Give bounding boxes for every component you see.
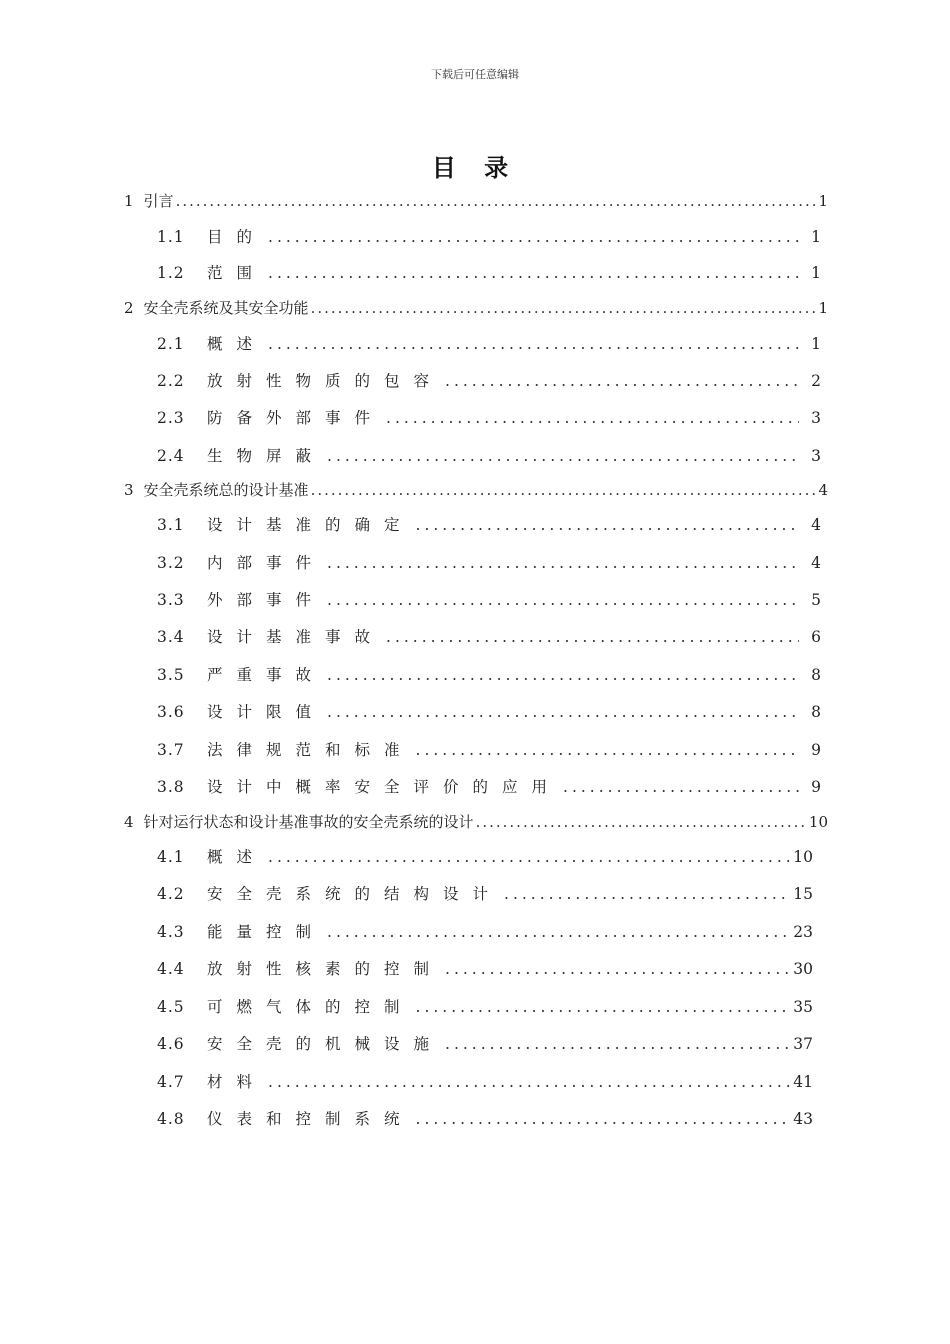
toc-section-entry[interactable]	[157, 957, 813, 979]
toc-entry-title: 安全壳的机械设施	[207, 1035, 444, 1053]
toc-entry-title: 放射性核素的控制	[207, 960, 444, 978]
toc-entry-number: 3.3	[157, 591, 185, 609]
toc-entry-title: 材料	[207, 1073, 267, 1091]
toc-dot-leader	[268, 335, 799, 353]
toc-dot-leader	[327, 923, 791, 941]
toc-dot-leader	[563, 778, 799, 796]
toc-entry-page: 9	[811, 741, 821, 759]
toc-entry-number: 3.4	[157, 628, 185, 646]
toc-entry-number: 4	[124, 813, 134, 831]
toc-section-entry[interactable]	[157, 1107, 813, 1129]
toc-dot-leader	[327, 591, 799, 609]
toc-entry-number: 3.6	[157, 703, 185, 721]
toc-entry-title: 概述	[207, 335, 267, 353]
toc-section-entry[interactable]	[157, 700, 821, 722]
toc-section-entry[interactable]	[157, 920, 813, 942]
toc-entry-number: 2.4	[157, 447, 185, 465]
toc-entry-page: 41	[793, 1073, 813, 1091]
toc-entry-page: 10	[793, 848, 813, 866]
toc-entry-number: 4.7	[157, 1073, 185, 1091]
toc-entry-page: 30	[793, 960, 813, 978]
toc-entry-title: 法律规范和标准	[207, 741, 414, 759]
toc-section-entry[interactable]	[157, 261, 821, 283]
toc-section-entry[interactable]	[157, 551, 821, 573]
toc-entry-page: 9	[811, 778, 821, 796]
toc-entry-number: 4.2	[157, 885, 185, 903]
toc-dot-leader	[416, 998, 791, 1016]
toc-dot-leader	[386, 628, 799, 646]
toc-chapter-entry[interactable]	[124, 479, 828, 500]
toc-entry-page: 3	[811, 447, 821, 465]
toc-entry-page: 35	[793, 998, 813, 1016]
toc-entry-number: 2.3	[157, 409, 185, 427]
toc-entry-page: 4	[818, 481, 828, 499]
toc-section-entry[interactable]	[157, 845, 813, 867]
toc-section-entry[interactable]	[157, 995, 813, 1017]
toc-entry-page: 23	[793, 923, 813, 941]
toc-dot-leader	[327, 666, 799, 684]
toc-entry-title: 设计中概率安全评价的应用	[207, 778, 562, 796]
toc-dot-leader	[476, 813, 807, 831]
toc-entry-page: 43	[793, 1110, 813, 1128]
toc-dot-leader	[445, 1035, 791, 1053]
toc-section-entry[interactable]	[157, 775, 821, 797]
toc-entry-title: 针对运行状态和设计基准事故的安全壳系统的设计	[143, 813, 474, 831]
toc-dot-leader	[386, 409, 799, 427]
toc-entry-title: 外部事件	[207, 591, 326, 609]
toc-section-entry[interactable]	[157, 625, 821, 647]
toc-section-entry[interactable]	[157, 1070, 813, 1092]
toc-entry-page: 1	[811, 335, 821, 353]
toc-entry-title: 设计基准事故	[207, 628, 385, 646]
toc-entry-title: 范围	[207, 264, 267, 282]
toc-entry-title: 生物屏蔽	[207, 447, 326, 465]
toc-dot-leader	[416, 1110, 791, 1128]
toc-entry-page: 15	[793, 885, 813, 903]
download-note: 下载后可任意编辑	[431, 68, 519, 81]
toc-dot-leader	[268, 1073, 791, 1091]
toc-entry-title: 防备外部事件	[207, 409, 385, 427]
toc-dot-leader	[416, 741, 799, 759]
toc-dot-leader	[176, 192, 817, 210]
toc-entry-page: 4	[811, 516, 821, 534]
toc-section-entry[interactable]	[157, 1032, 813, 1054]
toc-entry-page: 5	[811, 591, 821, 609]
toc-entry-title: 设计限值	[207, 703, 326, 721]
toc-dot-leader	[327, 703, 799, 721]
toc-entry-number: 1.2	[157, 264, 185, 282]
toc-section-entry[interactable]	[157, 738, 821, 760]
toc-section-entry[interactable]	[157, 882, 813, 904]
toc-section-entry[interactable]	[157, 369, 821, 391]
toc-entry-number: 3.5	[157, 666, 185, 684]
toc-entry-page: 3	[811, 409, 821, 427]
toc-entry-title: 安全壳系统的结构设计	[207, 885, 503, 903]
toc-dot-leader	[445, 372, 799, 390]
toc-entry-number: 4.6	[157, 1035, 185, 1053]
toc-entry-title: 概述	[207, 848, 267, 866]
toc-entry-page: 2	[811, 372, 821, 390]
toc-section-entry[interactable]	[157, 332, 821, 354]
toc-entry-page: 1	[818, 299, 828, 317]
toc-entry-number: 3.2	[157, 554, 185, 572]
toc-dot-leader	[445, 960, 791, 978]
toc-entry-page: 8	[811, 703, 821, 721]
toc-dot-leader	[504, 885, 791, 903]
toc-dot-leader	[327, 554, 799, 572]
toc-entry-page: 10	[808, 813, 828, 831]
toc-entry-number: 2.2	[157, 372, 185, 390]
toc-entry-number: 3.8	[157, 778, 185, 796]
toc-entry-page: 4	[811, 554, 821, 572]
toc-entry-title: 可燃气体的控制	[207, 998, 414, 1016]
toc-entry-title: 安全壳系统及其安全功能	[143, 299, 309, 317]
toc-dot-leader	[416, 516, 799, 534]
toc-section-entry[interactable]	[157, 444, 821, 466]
toc-entry-title: 内部事件	[207, 554, 326, 572]
toc-section-entry[interactable]	[157, 406, 821, 428]
toc-chapter-entry[interactable]	[124, 811, 828, 832]
toc-entry-title: 放射性物质的包容	[207, 372, 444, 390]
toc-entry-title: 设计基准的确定	[207, 516, 414, 534]
toc-dot-leader	[268, 848, 791, 866]
toc-section-entry[interactable]	[157, 663, 821, 685]
toc-entry-number: 2.1	[157, 335, 185, 353]
toc-entry-number: 4.4	[157, 960, 185, 978]
toc-section-entry[interactable]	[157, 513, 821, 535]
toc-entry-number: 4.5	[157, 998, 185, 1016]
toc-entry-number: 3	[124, 481, 134, 499]
toc-entry-number: 4.3	[157, 923, 185, 941]
toc-entry-page: 1	[811, 228, 821, 246]
toc-entry-number: 3.1	[157, 516, 185, 534]
toc-entry-page: 1	[811, 264, 821, 282]
toc-entry-number: 4.1	[157, 848, 185, 866]
toc-dot-leader	[311, 481, 817, 499]
toc-chapter-entry[interactable]	[124, 190, 828, 211]
toc-dot-leader	[268, 264, 799, 282]
toc-chapter-entry[interactable]	[124, 297, 828, 318]
toc-entry-number: 1.1	[157, 228, 185, 246]
toc-section-entry[interactable]	[157, 588, 821, 610]
toc-entry-number: 4.8	[157, 1110, 185, 1128]
toc-entry-title: 严重事故	[207, 666, 326, 684]
toc-entry-page: 37	[793, 1035, 813, 1053]
toc-entry-page: 6	[811, 628, 821, 646]
toc-title: 目 录	[431, 154, 519, 182]
toc-entry-title: 能量控制	[207, 923, 326, 941]
toc-entry-title: 目的	[207, 228, 267, 246]
toc-entry-page: 1	[818, 192, 828, 210]
toc-entry-title: 仪表和控制系统	[207, 1110, 414, 1128]
toc-dot-leader	[327, 447, 799, 465]
toc-entry-title: 安全壳系统总的设计基准	[143, 481, 309, 499]
toc-entry-title: 引言	[143, 192, 174, 210]
toc-entry-number: 2	[124, 299, 134, 317]
toc-entry-number: 1	[124, 192, 134, 210]
toc-dot-leader	[268, 228, 799, 246]
toc-entry-page: 8	[811, 666, 821, 684]
toc-section-entry[interactable]	[157, 225, 821, 247]
toc-dot-leader	[311, 299, 817, 317]
toc-entry-number: 3.7	[157, 741, 185, 759]
